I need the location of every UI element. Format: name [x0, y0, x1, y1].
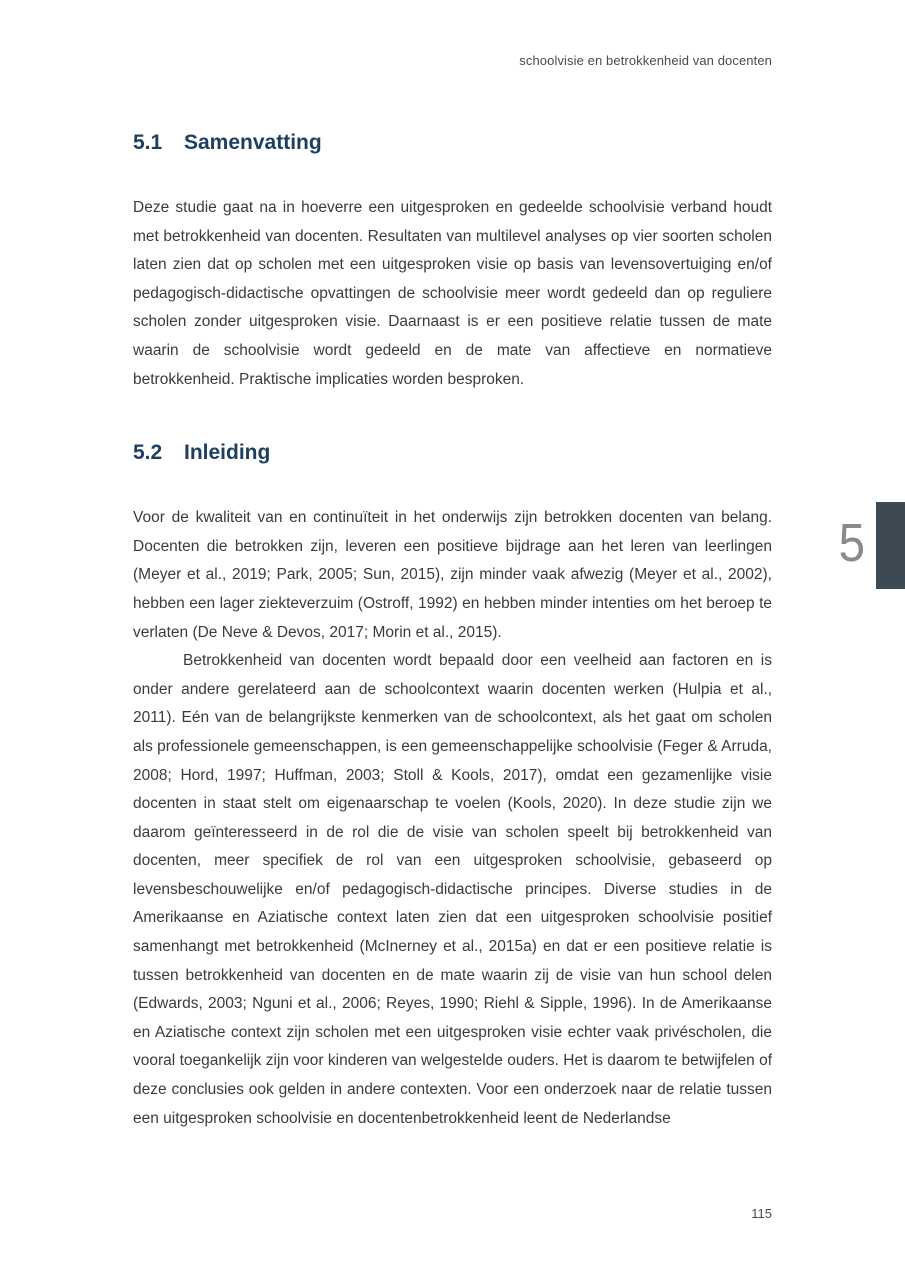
chapter-number: 5 [838, 513, 865, 573]
section-number: 5.1 [133, 131, 163, 154]
paragraph: Betrokkenheid van docenten wordt bepaald door een veelheid aan factoren en is onder andere gerelateerd aan de schoolcontext waarin docenten werken (Hulpia et al., 2011). Eén van de belangrijkste kenmerken van de schoolcontext, als het gaat om scholen als professionele gemeenschappen, is een gemeenschappelijke schoolvisie (Feger & Arruda, 2008; Hord, 1997; Huffman, 2003; Stoll & Kools, 2017), omdat een gezamenlijke visie docenten in staat stelt om eigenaarschap te voelen (Kools, 2020). In deze studie zijn we daarom geïnteresseerd in de rol die de visie van scholen speelt bij betrokkenheid van docenten, meer specifiek de rol van een uitgesproken schoolvisie, gebaseerd op levensbeschouwelijke en/of pedagogisch-didactische principes. Diverse studies in de Amerikaanse en Aziatische context laten zien dat een uitgesproken schoolvisie positief samenhangt met betrokkenheid (McInerney et al., 2015a) en dat er een positieve relatie is tussen betrokkenheid van docenten en de mate waarin zij de visie van hun school delen (Edwards, 2003; Nguni et al., 2006; Reyes, 1990; Riehl & Sipple, 1996). In de Amerikaanse en Aziatische context zijn scholen met een uitgesproken visie echter vaak privéscholen, die vooral toegankelijk zijn voor kinderen van welgestelde ouders. Het is daarom te betwijfelen of deze conclusies ook gelden in andere contexten. Voor een onderzoek naar de relatie tussen een uitgesproken schoolvisie en docentenbetrokkenheid leent de Nederlandse [133, 652, 772, 1127]
chapter-tab [795, 502, 905, 589]
page-number: 115 [751, 1206, 772, 1221]
paragraph: Voor de kwaliteit van en continuïteit in het onderwijs zijn betrokken docenten van belang. Docenten die betrokken zijn, leveren een positieve bijdrage aan het leren van leerlingen (Meyer et al., 2019; Park, 2005; Sun, 2015), zijn minder vaak afwezig (Meyer et al., 2002), hebben een lager ziekteverzuim (Ostroff, 1992) en hebben minder intenties om het beroep te verlaten (De Neve & Devos, 2017; Morin et al., 2015). [133, 509, 772, 641]
page-content [133, 130, 772, 1133]
section-heading [133, 130, 772, 156]
running-header: schoolvisie en betrokkenheid van docenten [519, 53, 772, 68]
section-heading [133, 440, 772, 466]
section-inleiding [133, 440, 772, 1133]
section-title: Samenvatting [184, 131, 322, 154]
paragraph: Deze studie gaat na in hoeverre een uitgesproken en gedeelde schoolvisie verband houdt met betrokkenheid van docenten. Resultaten van multilevel analyses op vier soorten scholen laten zien dat op scholen met een uitgesproken visie op basis van levensovertuiging en/of pedagogisch-didactische opvattingen de schoolvisie meer wordt gedeeld dan op reguliere scholen zonder uitgesproken visie. Daarnaast is er een positieve relatie tussen de mate waarin de schoolvisie wordt gedeeld en de mate van affectieve en normatieve betrokkenheid. Praktische implicaties worden besproken. [133, 199, 772, 388]
chapter-tab-bar [876, 502, 905, 589]
section-samenvatting [133, 130, 772, 394]
section-title: Inleiding [184, 441, 271, 465]
section-number: 5.2 [133, 441, 163, 465]
